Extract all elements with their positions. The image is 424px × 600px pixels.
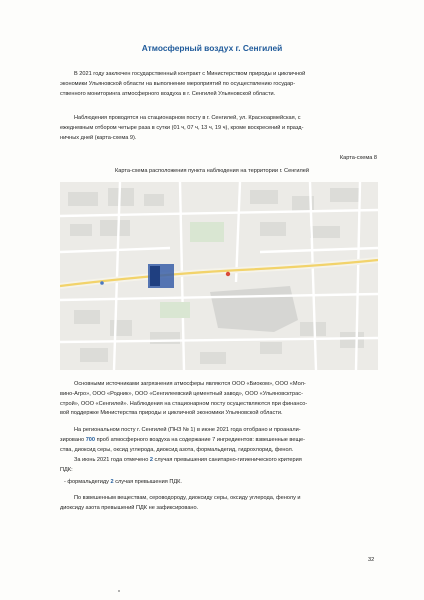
page-number: 32 <box>368 557 375 563</box>
text-line: строй», ООО «Сенгилей». Наблюдения на стационарном посту осуществляются при финансо- <box>60 400 308 407</box>
formaldehyde-count: 2 <box>110 479 114 485</box>
text-line: ничных дней (карта-схема 9). <box>60 134 137 141</box>
text-line: вино-Агро», ООО «Родник», ООО «Сенгилеевский цементный завод», ООО «Ульяновсктрас- <box>60 390 303 397</box>
text-fragment: - формальдегиду <box>64 479 111 485</box>
text-fragment: случая превышения санитарно-гигиенического критерия <box>152 457 302 463</box>
map-label: Карта-схема 8 <box>339 155 377 161</box>
text-line <box>60 478 378 488</box>
text-line: ПДК: <box>60 466 73 473</box>
text-line: Основными источниками загрязнения атмосферы являются ООО «Биоком», ООО «Мол- <box>74 381 306 387</box>
scan-dot <box>118 590 120 592</box>
text-line: вой поддержке Министерства природы и цикличной экономики Ульяновской области. <box>60 410 283 417</box>
page-title: Атмосферный воздух г. Сенгилей <box>141 43 283 53</box>
paragraph-samples <box>60 426 378 455</box>
text-line: По взвешенным веществам, сероводороду, диоксиду серы, оксиду углерода, фенолу и <box>74 495 301 501</box>
exceedance-count: 2 <box>149 457 153 463</box>
paragraph-observations <box>60 114 378 143</box>
paragraph-sources <box>60 380 378 419</box>
text-line: На региональном посту г. Сенгилей (ПНЗ № 1) в июне 2021 года отобрано и проанали- <box>74 427 301 433</box>
sample-count: 700 <box>85 436 96 443</box>
text-line: диоксиду азота превышений ПДК не зафиксировано. <box>60 504 199 511</box>
paragraph-no-exceedances <box>60 494 378 514</box>
text-line: ежедневным отбором четыре раза в сутки (01 ч, 07 ч, 13 ч, 19 ч), кроме воскресений и празд- <box>60 124 304 131</box>
text-fragment: За июнь 2021 года отмечено <box>74 457 150 463</box>
map-caption: Карта-схема расположения пункта наблюдения на территории г. Сенгилей <box>115 168 309 174</box>
text-fragment: зировано <box>60 436 86 443</box>
text-line: ства, диоксид серы, оксид углерода, диоксид азота, формальдегид, гидрохлорид, фенол. <box>60 446 294 453</box>
paragraph-exceedances <box>60 456 378 476</box>
text-line: ственного мониторинга атмосферного воздуха в г. Сенгилей Ульяновской области. <box>60 90 276 97</box>
text-line <box>60 456 378 466</box>
text-fragment: проб атмосферного воздуха на содержание 7 ингредиентов: взвешенные веще- <box>95 436 305 443</box>
text-line: Наблюдения проводятся на стационарном посту в г. Сенгилей, ул. Красноармейская, с <box>74 115 301 121</box>
location-map <box>60 182 378 370</box>
text-line: В 2021 году заключен государственный контракт с Министерством природы и цикличной <box>74 71 306 77</box>
text-fragment: случая превышения ПДК. <box>113 479 182 485</box>
text-line <box>60 436 378 446</box>
bullet-formaldehyde <box>60 478 378 488</box>
text-line: экономики Ульяновской области на выполнение мероприятий по осуществлению государ- <box>60 80 296 87</box>
paragraph-contract <box>60 70 378 99</box>
